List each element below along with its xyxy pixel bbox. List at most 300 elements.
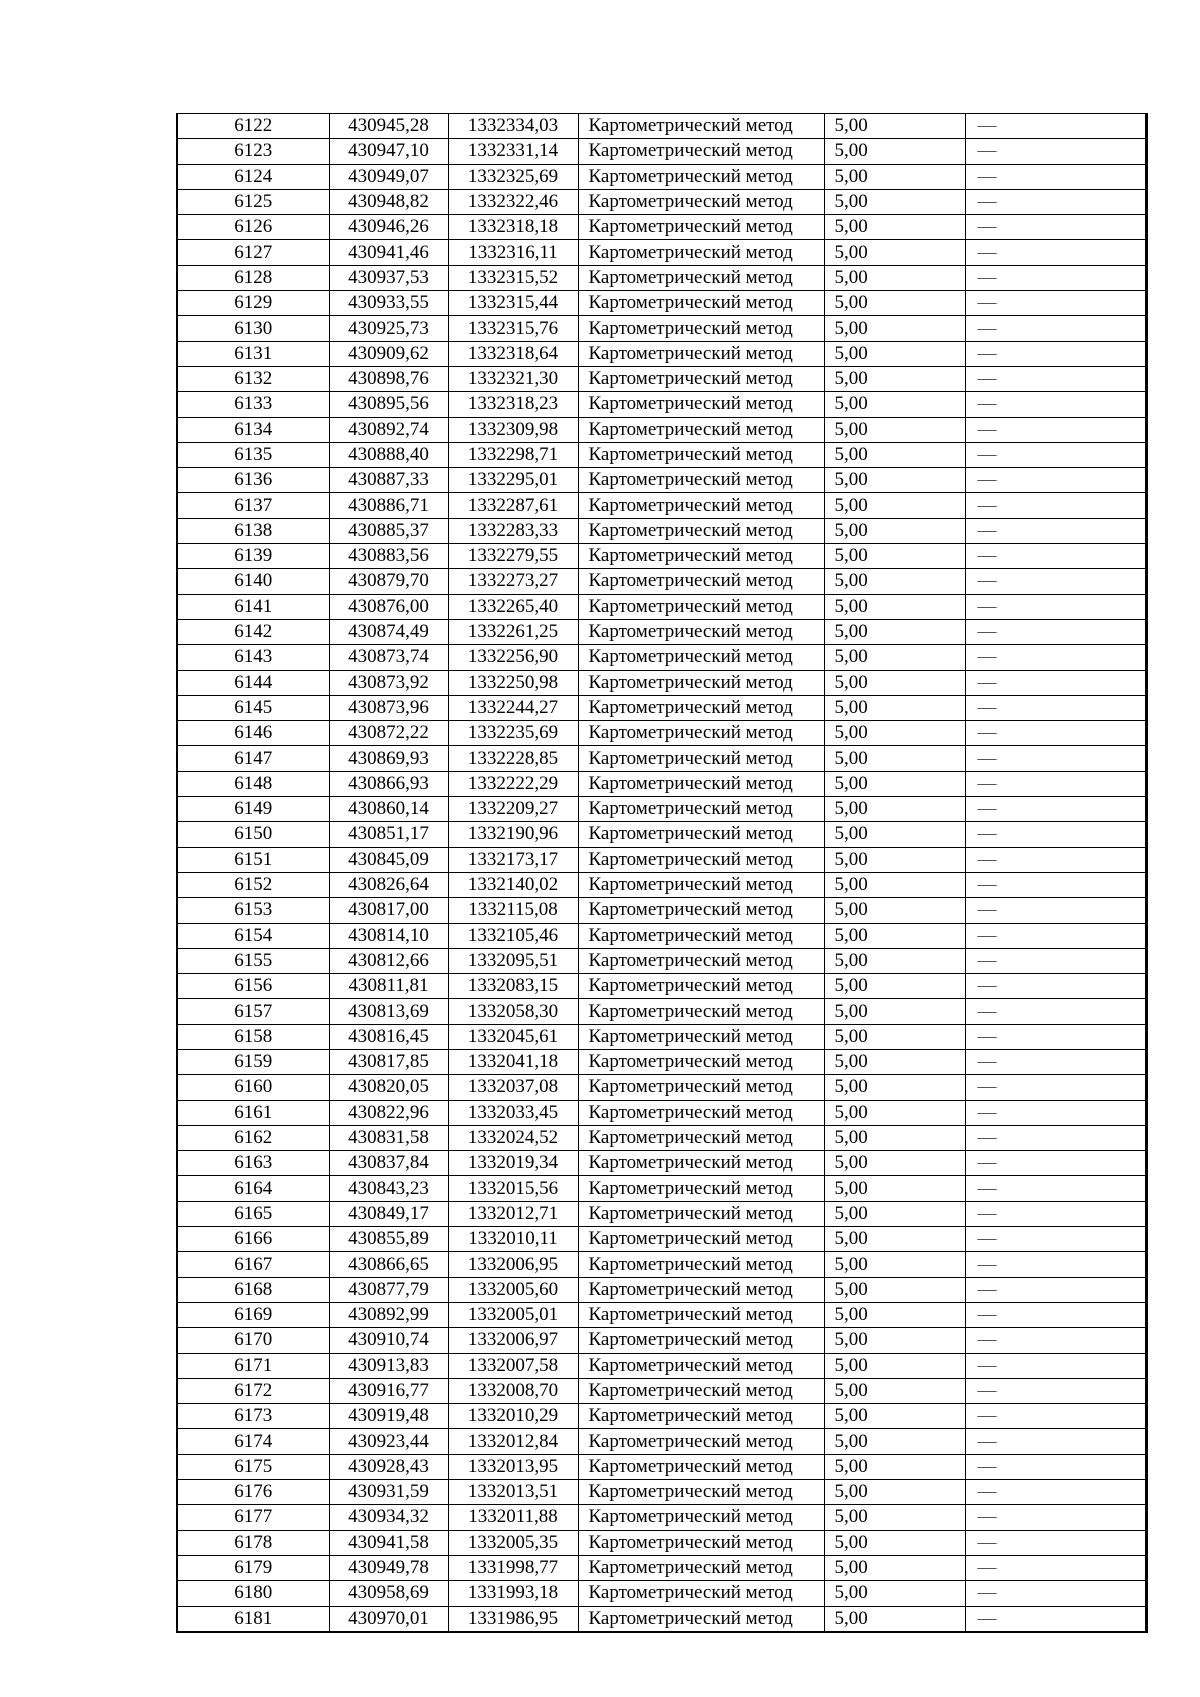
method-cell: Картометрический метод	[578, 898, 824, 923]
method-cell: Картометрический метод	[578, 1429, 824, 1454]
method-cell: Картометрический метод	[578, 1227, 824, 1252]
point-number-cell: 6165	[178, 1201, 329, 1226]
accuracy-cell: 5,00	[824, 1227, 965, 1252]
method-cell: Картометрический метод	[578, 1176, 824, 1201]
table-row	[178, 1606, 1145, 1631]
x-coordinate-cell: 430910,74	[329, 1328, 448, 1353]
method-cell: Картометрический метод	[578, 847, 824, 872]
note-cell: —	[965, 1429, 1145, 1454]
point-number-cell: 6162	[178, 1125, 329, 1150]
note-cell: —	[965, 695, 1145, 720]
x-coordinate-cell: 430814,10	[329, 923, 448, 948]
y-coordinate-cell: 1332235,69	[448, 721, 578, 746]
x-coordinate-cell: 430872,22	[329, 721, 448, 746]
point-number-cell: 6179	[178, 1555, 329, 1580]
point-number-cell: 6148	[178, 771, 329, 796]
point-number-cell: 6131	[178, 341, 329, 366]
table-row	[178, 164, 1145, 189]
method-cell: Картометрический метод	[578, 695, 824, 720]
accuracy-cell: 5,00	[824, 898, 965, 923]
accuracy-cell: 5,00	[824, 1454, 965, 1479]
method-cell: Картометрический метод	[578, 468, 824, 493]
method-cell: Картометрический метод	[578, 392, 824, 417]
table-row	[178, 114, 1145, 139]
note-cell: —	[965, 417, 1145, 442]
x-coordinate-cell: 430945,28	[329, 114, 448, 139]
method-cell: Картометрический метод	[578, 1252, 824, 1277]
note-cell: —	[965, 721, 1145, 746]
table-row	[178, 898, 1145, 923]
table-row	[178, 392, 1145, 417]
x-coordinate-cell: 430916,77	[329, 1378, 448, 1403]
method-cell: Картометрический метод	[578, 1100, 824, 1125]
point-number-cell: 6135	[178, 442, 329, 467]
method-cell: Картометрический метод	[578, 872, 824, 897]
method-cell: Картометрический метод	[578, 265, 824, 290]
method-cell: Картометрический метод	[578, 923, 824, 948]
x-coordinate-cell: 430860,14	[329, 797, 448, 822]
y-coordinate-cell: 1332045,61	[448, 1024, 578, 1049]
y-coordinate-cell: 1332115,08	[448, 898, 578, 923]
point-number-cell: 6152	[178, 872, 329, 897]
x-coordinate-cell: 430947,10	[329, 139, 448, 164]
y-coordinate-cell: 1332273,27	[448, 569, 578, 594]
accuracy-cell: 5,00	[824, 1176, 965, 1201]
point-number-cell: 6177	[178, 1505, 329, 1530]
accuracy-cell: 5,00	[824, 872, 965, 897]
table-row	[178, 316, 1145, 341]
note-cell: —	[965, 670, 1145, 695]
x-coordinate-cell: 430941,46	[329, 240, 448, 265]
x-coordinate-cell: 430812,66	[329, 948, 448, 973]
note-cell: —	[965, 316, 1145, 341]
point-number-cell: 6144	[178, 670, 329, 695]
method-cell: Картометрический метод	[578, 1125, 824, 1150]
note-cell: —	[965, 1530, 1145, 1555]
accuracy-cell: 5,00	[824, 1530, 965, 1555]
x-coordinate-cell: 430816,45	[329, 1024, 448, 1049]
accuracy-cell: 5,00	[824, 594, 965, 619]
note-cell: —	[965, 1581, 1145, 1606]
table-row	[178, 1328, 1145, 1353]
method-cell: Картометрический метод	[578, 1606, 824, 1631]
table-row	[178, 569, 1145, 594]
accuracy-cell: 5,00	[824, 1302, 965, 1327]
table-row	[178, 1530, 1145, 1555]
x-coordinate-cell: 430892,74	[329, 417, 448, 442]
note-cell: —	[965, 114, 1145, 139]
x-coordinate-cell: 430898,76	[329, 366, 448, 391]
method-cell: Картометрический метод	[578, 240, 824, 265]
note-cell: —	[965, 1454, 1145, 1479]
accuracy-cell: 5,00	[824, 948, 965, 973]
point-number-cell: 6176	[178, 1480, 329, 1505]
table-row	[178, 240, 1145, 265]
note-cell: —	[965, 1353, 1145, 1378]
x-coordinate-cell: 430886,71	[329, 493, 448, 518]
method-cell: Картометрический метод	[578, 797, 824, 822]
y-coordinate-cell: 1332095,51	[448, 948, 578, 973]
x-coordinate-cell: 430913,83	[329, 1353, 448, 1378]
accuracy-cell: 5,00	[824, 1100, 965, 1125]
accuracy-cell: 5,00	[824, 240, 965, 265]
x-coordinate-cell: 430877,79	[329, 1277, 448, 1302]
note-cell: —	[965, 291, 1145, 316]
x-coordinate-cell: 430923,44	[329, 1429, 448, 1454]
accuracy-cell: 5,00	[824, 1328, 965, 1353]
accuracy-cell: 5,00	[824, 746, 965, 771]
x-coordinate-cell: 430826,64	[329, 872, 448, 897]
note-cell: —	[965, 139, 1145, 164]
method-cell: Картометрический метод	[578, 189, 824, 214]
x-coordinate-cell: 430925,73	[329, 316, 448, 341]
note-cell: —	[965, 1302, 1145, 1327]
table-row	[178, 695, 1145, 720]
y-coordinate-cell: 1332083,15	[448, 974, 578, 999]
point-number-cell: 6180	[178, 1581, 329, 1606]
accuracy-cell: 5,00	[824, 1201, 965, 1226]
accuracy-cell: 5,00	[824, 1505, 965, 1530]
note-cell: —	[965, 1378, 1145, 1403]
point-number-cell: 6128	[178, 265, 329, 290]
y-coordinate-cell: 1332173,17	[448, 847, 578, 872]
y-coordinate-cell: 1332322,46	[448, 189, 578, 214]
accuracy-cell: 5,00	[824, 1075, 965, 1100]
table-row	[178, 1201, 1145, 1226]
method-cell: Картометрический метод	[578, 417, 824, 442]
point-number-cell: 6171	[178, 1353, 329, 1378]
note-cell: —	[965, 619, 1145, 644]
method-cell: Картометрический метод	[578, 1353, 824, 1378]
y-coordinate-cell: 1332011,88	[448, 1505, 578, 1530]
accuracy-cell: 5,00	[824, 366, 965, 391]
y-coordinate-cell: 1332298,71	[448, 442, 578, 467]
x-coordinate-cell: 430817,85	[329, 1049, 448, 1074]
accuracy-cell: 5,00	[824, 645, 965, 670]
point-number-cell: 6140	[178, 569, 329, 594]
method-cell: Картометрический метод	[578, 1075, 824, 1100]
table-row	[178, 1277, 1145, 1302]
x-coordinate-cell: 430883,56	[329, 544, 448, 569]
y-coordinate-cell: 1332309,98	[448, 417, 578, 442]
accuracy-cell: 5,00	[824, 670, 965, 695]
point-number-cell: 6167	[178, 1252, 329, 1277]
note-cell: —	[965, 1555, 1145, 1580]
note-cell: —	[965, 1480, 1145, 1505]
accuracy-cell: 5,00	[824, 1049, 965, 1074]
note-cell: —	[965, 594, 1145, 619]
note-cell: —	[965, 797, 1145, 822]
point-number-cell: 6143	[178, 645, 329, 670]
table-row	[178, 999, 1145, 1024]
x-coordinate-cell: 430820,05	[329, 1075, 448, 1100]
table-row	[178, 518, 1145, 543]
method-cell: Картометрический метод	[578, 594, 824, 619]
method-cell: Картометрический метод	[578, 822, 824, 847]
y-coordinate-cell: 1332037,08	[448, 1075, 578, 1100]
note-cell: —	[965, 1606, 1145, 1631]
note-cell: —	[965, 645, 1145, 670]
table-row	[178, 1454, 1145, 1479]
table-row	[178, 189, 1145, 214]
point-number-cell: 6139	[178, 544, 329, 569]
table-row	[178, 366, 1145, 391]
point-number-cell: 6170	[178, 1328, 329, 1353]
point-number-cell: 6145	[178, 695, 329, 720]
note-cell: —	[965, 442, 1145, 467]
note-cell: —	[965, 923, 1145, 948]
accuracy-cell: 5,00	[824, 1151, 965, 1176]
y-coordinate-cell: 1332222,29	[448, 771, 578, 796]
table-row	[178, 1125, 1145, 1150]
accuracy-cell: 5,00	[824, 114, 965, 139]
x-coordinate-cell: 430855,89	[329, 1227, 448, 1252]
y-coordinate-cell: 1332015,56	[448, 1176, 578, 1201]
point-number-cell: 6156	[178, 974, 329, 999]
accuracy-cell: 5,00	[824, 619, 965, 644]
y-coordinate-cell: 1332012,84	[448, 1429, 578, 1454]
table-row	[178, 746, 1145, 771]
y-coordinate-cell: 1331986,95	[448, 1606, 578, 1631]
table-row	[178, 948, 1145, 973]
point-number-cell: 6150	[178, 822, 329, 847]
table-row	[178, 1151, 1145, 1176]
accuracy-cell: 5,00	[824, 1125, 965, 1150]
y-coordinate-cell: 1332010,11	[448, 1227, 578, 1252]
point-number-cell: 6157	[178, 999, 329, 1024]
note-cell: —	[965, 872, 1145, 897]
table-row	[178, 1100, 1145, 1125]
y-coordinate-cell: 1332315,76	[448, 316, 578, 341]
method-cell: Картометрический метод	[578, 999, 824, 1024]
point-number-cell: 6136	[178, 468, 329, 493]
table-row	[178, 721, 1145, 746]
table-row	[178, 291, 1145, 316]
accuracy-cell: 5,00	[824, 442, 965, 467]
accuracy-cell: 5,00	[824, 341, 965, 366]
accuracy-cell: 5,00	[824, 1429, 965, 1454]
y-coordinate-cell: 1332209,27	[448, 797, 578, 822]
y-coordinate-cell: 1332005,01	[448, 1302, 578, 1327]
table-row	[178, 974, 1145, 999]
point-number-cell: 6158	[178, 1024, 329, 1049]
x-coordinate-cell: 430831,58	[329, 1125, 448, 1150]
point-number-cell: 6133	[178, 392, 329, 417]
note-cell: —	[965, 948, 1145, 973]
method-cell: Картометрический метод	[578, 1151, 824, 1176]
note-cell: —	[965, 1151, 1145, 1176]
y-coordinate-cell: 1332283,33	[448, 518, 578, 543]
note-cell: —	[965, 189, 1145, 214]
method-cell: Картометрический метод	[578, 948, 824, 973]
y-coordinate-cell: 1332279,55	[448, 544, 578, 569]
note-cell: —	[965, 1125, 1145, 1150]
note-cell: —	[965, 240, 1145, 265]
method-cell: Картометрический метод	[578, 1505, 824, 1530]
method-cell: Картометрический метод	[578, 1480, 824, 1505]
table-row	[178, 771, 1145, 796]
note-cell: —	[965, 1227, 1145, 1252]
accuracy-cell: 5,00	[824, 1378, 965, 1403]
method-cell: Картометрический метод	[578, 1328, 824, 1353]
note-cell: —	[965, 999, 1145, 1024]
table-row	[178, 215, 1145, 240]
method-cell: Картометрический метод	[578, 721, 824, 746]
method-cell: Картометрический метод	[578, 1555, 824, 1580]
y-coordinate-cell: 1332007,58	[448, 1353, 578, 1378]
y-coordinate-cell: 1332024,52	[448, 1125, 578, 1150]
x-coordinate-cell: 430869,93	[329, 746, 448, 771]
table-row	[178, 797, 1145, 822]
note-cell: —	[965, 493, 1145, 518]
method-cell: Картометрический метод	[578, 1277, 824, 1302]
point-number-cell: 6126	[178, 215, 329, 240]
point-number-cell: 6154	[178, 923, 329, 948]
accuracy-cell: 5,00	[824, 518, 965, 543]
accuracy-cell: 5,00	[824, 999, 965, 1024]
note-cell: —	[965, 1277, 1145, 1302]
method-cell: Картометрический метод	[578, 215, 824, 240]
y-coordinate-cell: 1332318,18	[448, 215, 578, 240]
method-cell: Картометрический метод	[578, 1454, 824, 1479]
point-number-cell: 6161	[178, 1100, 329, 1125]
table-row	[178, 1429, 1145, 1454]
note-cell: —	[965, 847, 1145, 872]
table-row	[178, 417, 1145, 442]
x-coordinate-cell: 430937,53	[329, 265, 448, 290]
method-cell: Картометрический метод	[578, 746, 824, 771]
y-coordinate-cell: 1332140,02	[448, 872, 578, 897]
table-row	[178, 619, 1145, 644]
accuracy-cell: 5,00	[824, 1353, 965, 1378]
note-cell: —	[965, 822, 1145, 847]
y-coordinate-cell: 1332256,90	[448, 645, 578, 670]
y-coordinate-cell: 1332033,45	[448, 1100, 578, 1125]
method-cell: Картометрический метод	[578, 544, 824, 569]
accuracy-cell: 5,00	[824, 569, 965, 594]
note-cell: —	[965, 341, 1145, 366]
y-coordinate-cell: 1332318,64	[448, 341, 578, 366]
table-row	[178, 1378, 1145, 1403]
method-cell: Картометрический метод	[578, 1378, 824, 1403]
method-cell: Картометрический метод	[578, 139, 824, 164]
accuracy-cell: 5,00	[824, 544, 965, 569]
x-coordinate-cell: 430874,49	[329, 619, 448, 644]
table-row	[178, 1227, 1145, 1252]
accuracy-cell: 5,00	[824, 468, 965, 493]
point-number-cell: 6147	[178, 746, 329, 771]
note-cell: —	[965, 265, 1145, 290]
x-coordinate-cell: 430879,70	[329, 569, 448, 594]
point-number-cell: 6175	[178, 1454, 329, 1479]
point-number-cell: 6153	[178, 898, 329, 923]
point-number-cell: 6181	[178, 1606, 329, 1631]
method-cell: Картометрический метод	[578, 1404, 824, 1429]
x-coordinate-cell: 430949,07	[329, 164, 448, 189]
x-coordinate-cell: 430948,82	[329, 189, 448, 214]
y-coordinate-cell: 1332318,23	[448, 392, 578, 417]
table-row	[178, 139, 1145, 164]
y-coordinate-cell: 1332012,71	[448, 1201, 578, 1226]
x-coordinate-cell: 430873,92	[329, 670, 448, 695]
y-coordinate-cell: 1332295,01	[448, 468, 578, 493]
accuracy-cell: 5,00	[824, 189, 965, 214]
note-cell: —	[965, 468, 1145, 493]
point-number-cell: 6127	[178, 240, 329, 265]
point-number-cell: 6149	[178, 797, 329, 822]
note-cell: —	[965, 392, 1145, 417]
accuracy-cell: 5,00	[824, 1581, 965, 1606]
accuracy-cell: 5,00	[824, 139, 965, 164]
note-cell: —	[965, 974, 1145, 999]
table-row	[178, 1075, 1145, 1100]
accuracy-cell: 5,00	[824, 493, 965, 518]
note-cell: —	[965, 1176, 1145, 1201]
method-cell: Картометрический метод	[578, 619, 824, 644]
note-cell: —	[965, 518, 1145, 543]
x-coordinate-cell: 430934,32	[329, 1505, 448, 1530]
point-number-cell: 6168	[178, 1277, 329, 1302]
x-coordinate-cell: 430892,99	[329, 1302, 448, 1327]
point-number-cell: 6137	[178, 493, 329, 518]
x-coordinate-cell: 430822,96	[329, 1100, 448, 1125]
note-cell: —	[965, 1201, 1145, 1226]
y-coordinate-cell: 1332315,44	[448, 291, 578, 316]
accuracy-cell: 5,00	[824, 164, 965, 189]
y-coordinate-cell: 1332058,30	[448, 999, 578, 1024]
accuracy-cell: 5,00	[824, 847, 965, 872]
point-number-cell: 6124	[178, 164, 329, 189]
y-coordinate-cell: 1332190,96	[448, 822, 578, 847]
y-coordinate-cell: 1332244,27	[448, 695, 578, 720]
note-cell: —	[965, 1024, 1145, 1049]
point-number-cell: 6164	[178, 1176, 329, 1201]
y-coordinate-cell: 1332006,95	[448, 1252, 578, 1277]
table-row	[178, 442, 1145, 467]
accuracy-cell: 5,00	[824, 316, 965, 341]
point-number-cell: 6138	[178, 518, 329, 543]
x-coordinate-cell: 430941,58	[329, 1530, 448, 1555]
note-cell: —	[965, 544, 1145, 569]
table-row	[178, 1252, 1145, 1277]
x-coordinate-cell: 430909,62	[329, 341, 448, 366]
x-coordinate-cell: 430946,26	[329, 215, 448, 240]
point-number-cell: 6141	[178, 594, 329, 619]
table-row	[178, 822, 1145, 847]
method-cell: Картометрический метод	[578, 670, 824, 695]
point-number-cell: 6132	[178, 366, 329, 391]
x-coordinate-cell: 430895,56	[329, 392, 448, 417]
x-coordinate-cell: 430919,48	[329, 1404, 448, 1429]
table-row	[178, 847, 1145, 872]
note-cell: —	[965, 1505, 1145, 1530]
method-cell: Картометрический метод	[578, 771, 824, 796]
x-coordinate-cell: 430873,96	[329, 695, 448, 720]
x-coordinate-cell: 430813,69	[329, 999, 448, 1024]
y-coordinate-cell: 1331998,77	[448, 1555, 578, 1580]
method-cell: Картометрический метод	[578, 1302, 824, 1327]
method-cell: Картометрический метод	[578, 1530, 824, 1555]
note-cell: —	[965, 366, 1145, 391]
accuracy-cell: 5,00	[824, 822, 965, 847]
point-number-cell: 6130	[178, 316, 329, 341]
y-coordinate-cell: 1332265,40	[448, 594, 578, 619]
table-row	[178, 645, 1145, 670]
point-number-cell: 6159	[178, 1049, 329, 1074]
accuracy-cell: 5,00	[824, 923, 965, 948]
x-coordinate-cell: 430933,55	[329, 291, 448, 316]
table-row	[178, 1480, 1145, 1505]
